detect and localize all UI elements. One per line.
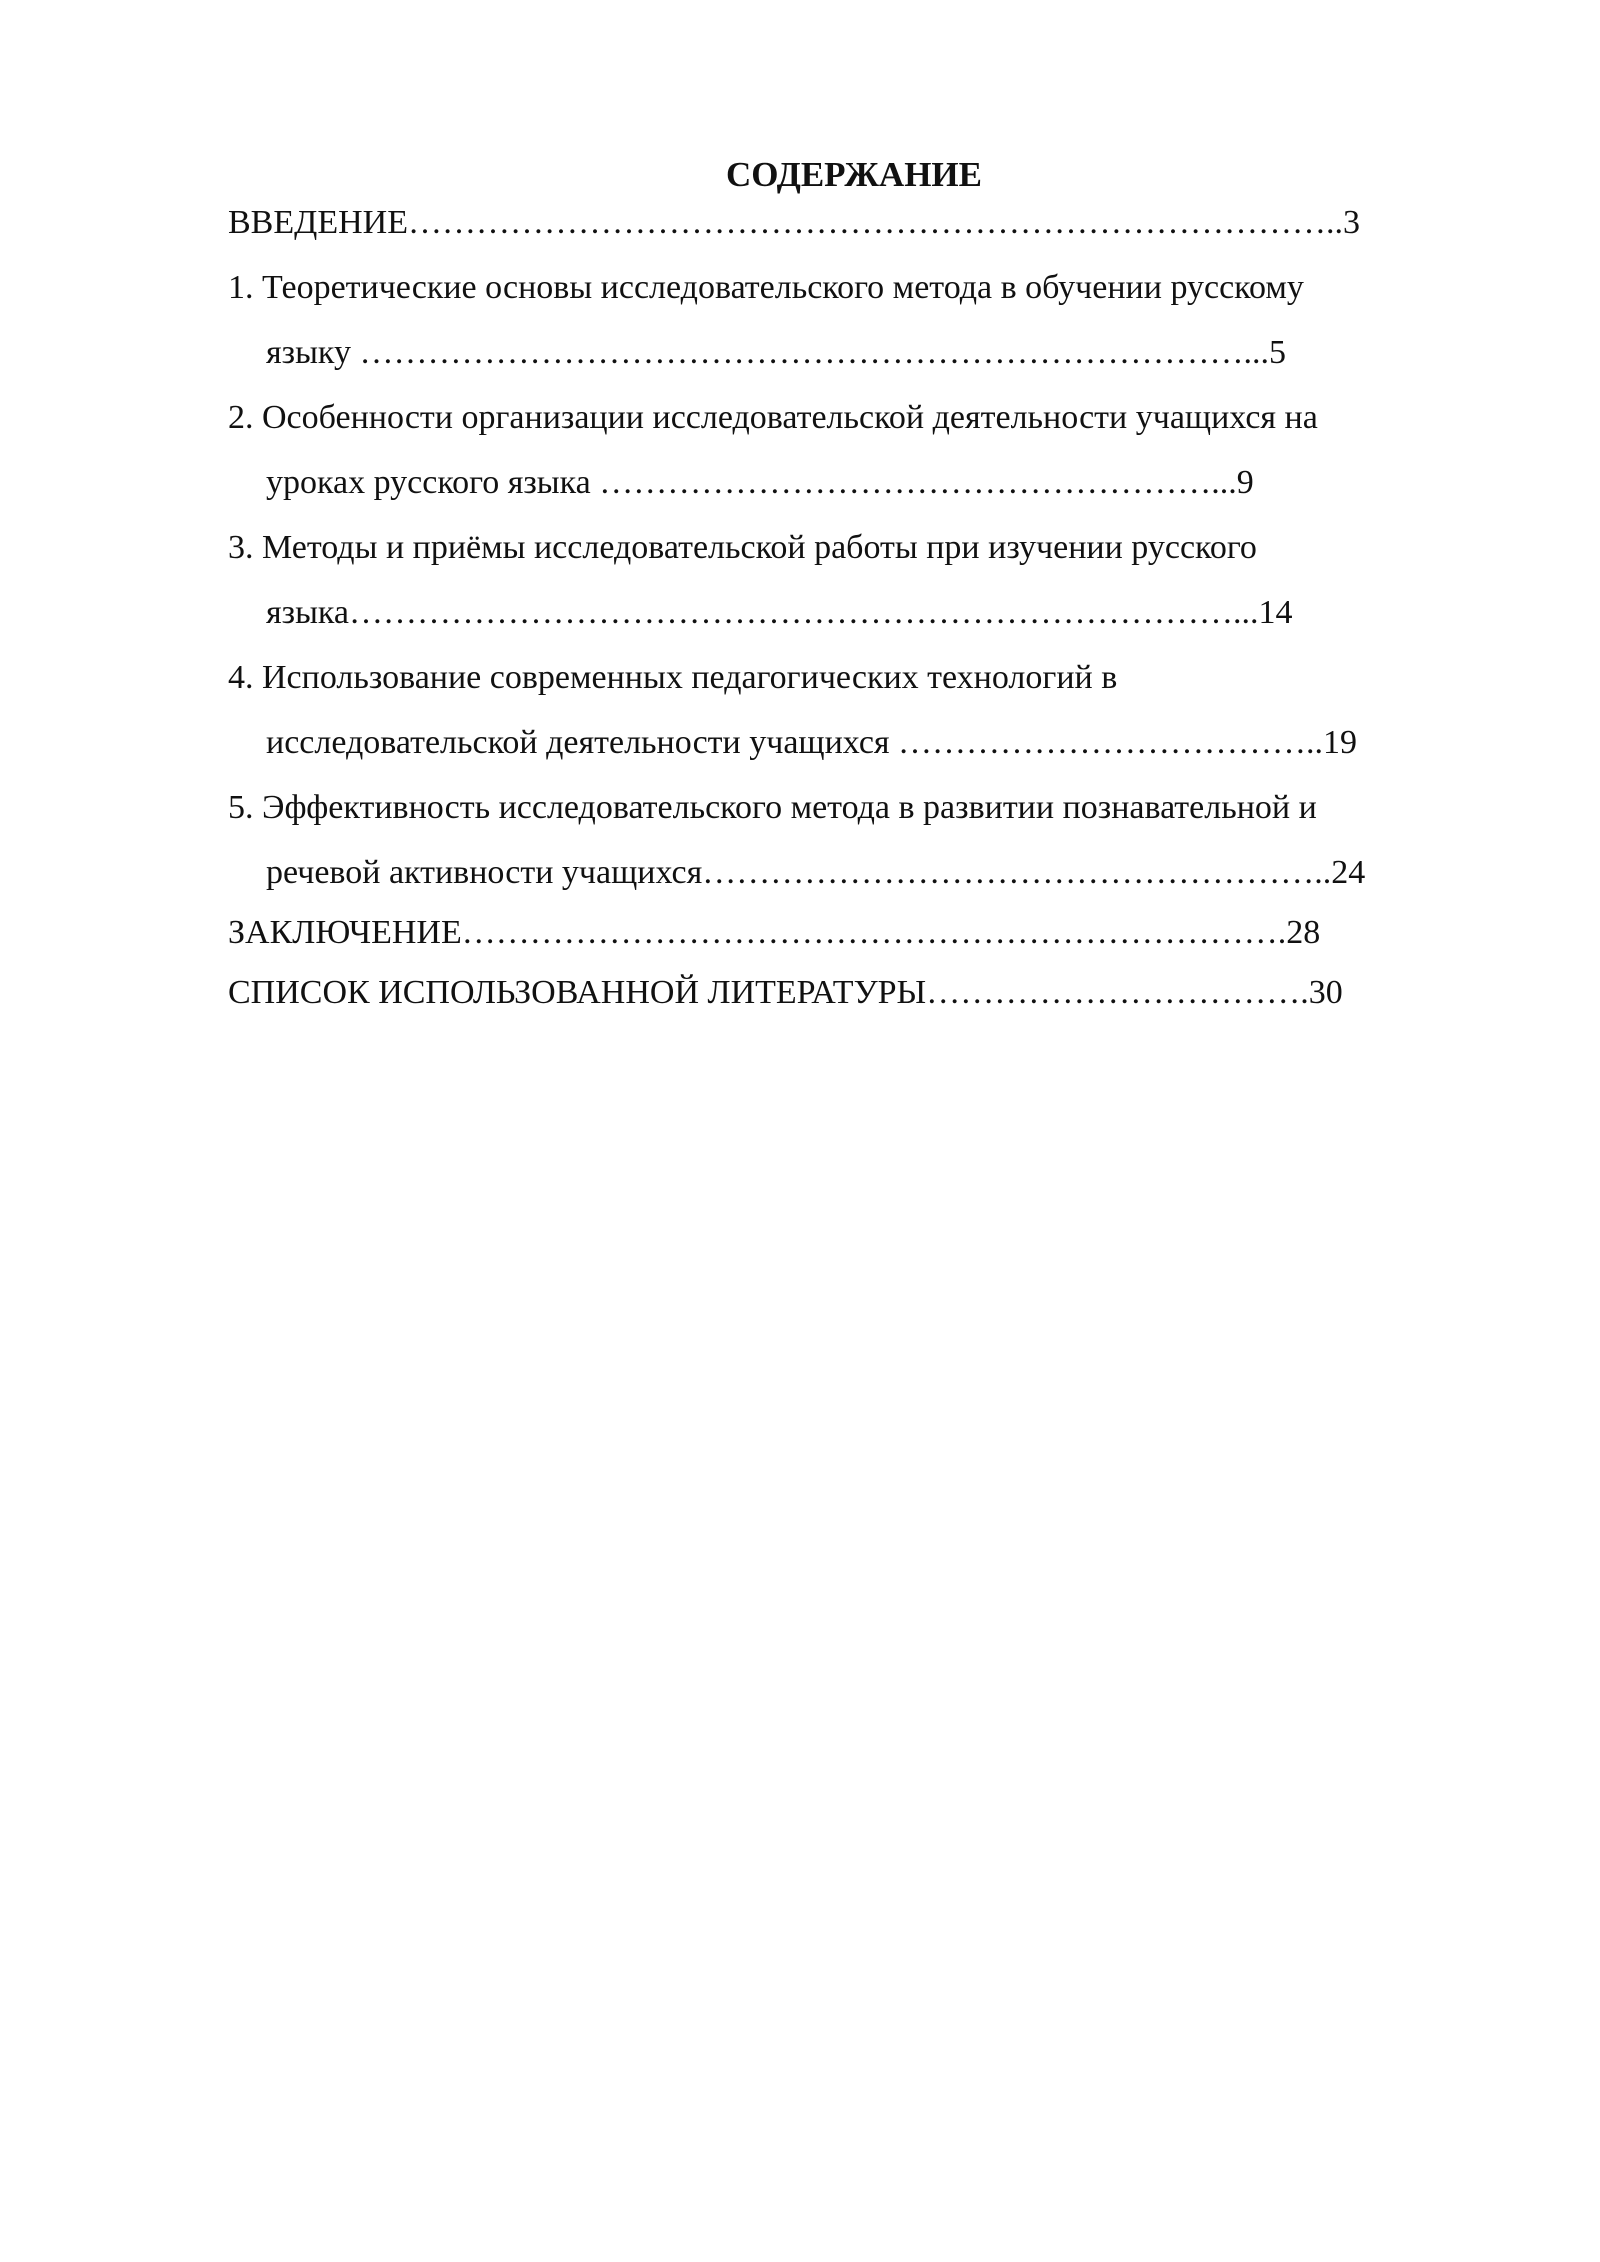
toc-entry-chapter-4-line-1: 4. Использование современных педагогических технологий в bbox=[228, 659, 1118, 696]
toc-entry-chapter-3-line-1: 3. Методы и приёмы исследовательской работы при изучении русского bbox=[228, 529, 1257, 566]
toc-entry-chapter-3-line-2: языка……………………………………………………………………...14 bbox=[266, 594, 1293, 631]
toc-entry-conclusion: ЗАКЛЮЧЕНИЕ……………………………………………………………….28 bbox=[228, 914, 1321, 951]
toc-title: СОДЕРЖАНИЕ bbox=[725, 155, 982, 194]
toc-entry-chapter-2-line-2: уроках русского языка ………………………………………………...9 bbox=[266, 464, 1254, 501]
toc-entry-chapter-1-line-2: языку ……………………………………………………………………...5 bbox=[266, 334, 1286, 371]
toc-entry-chapter-5-line-1: 5. Эффективность исследовательского метода в развитии познавательной и bbox=[228, 789, 1317, 826]
table-of-contents bbox=[228, 150, 1490, 1025]
toc-entry-chapter-2 bbox=[228, 385, 1490, 515]
toc-entry-chapter-1-line-1: 1. Теоретические основы исследовательского метода в обучении русскому bbox=[228, 269, 1304, 306]
toc-entry-chapter-3 bbox=[228, 515, 1490, 645]
toc-entry-chapter-4 bbox=[228, 645, 1490, 775]
toc-entry-chapter-1 bbox=[228, 255, 1490, 385]
toc-entry-chapter-2-line-1: 2. Особенности организации исследовательской деятельности учащихся на bbox=[228, 399, 1318, 436]
toc-entry-references: СПИСОК ИСПОЛЬЗОВАННОЙ ЛИТЕРАТУРЫ…………………………….30 bbox=[228, 974, 1343, 1011]
toc-entry-introduction: ВВЕДЕНИЕ………………………………………………………………………..3 bbox=[228, 204, 1360, 241]
toc-entry-chapter-5 bbox=[228, 775, 1490, 905]
toc-entry-chapter-4-line-2: исследовательской деятельности учащихся ………………………………..19 bbox=[266, 724, 1358, 761]
toc-entry-chapter-5-line-2: речевой активности учащихся………………………………………………..24 bbox=[266, 854, 1366, 891]
